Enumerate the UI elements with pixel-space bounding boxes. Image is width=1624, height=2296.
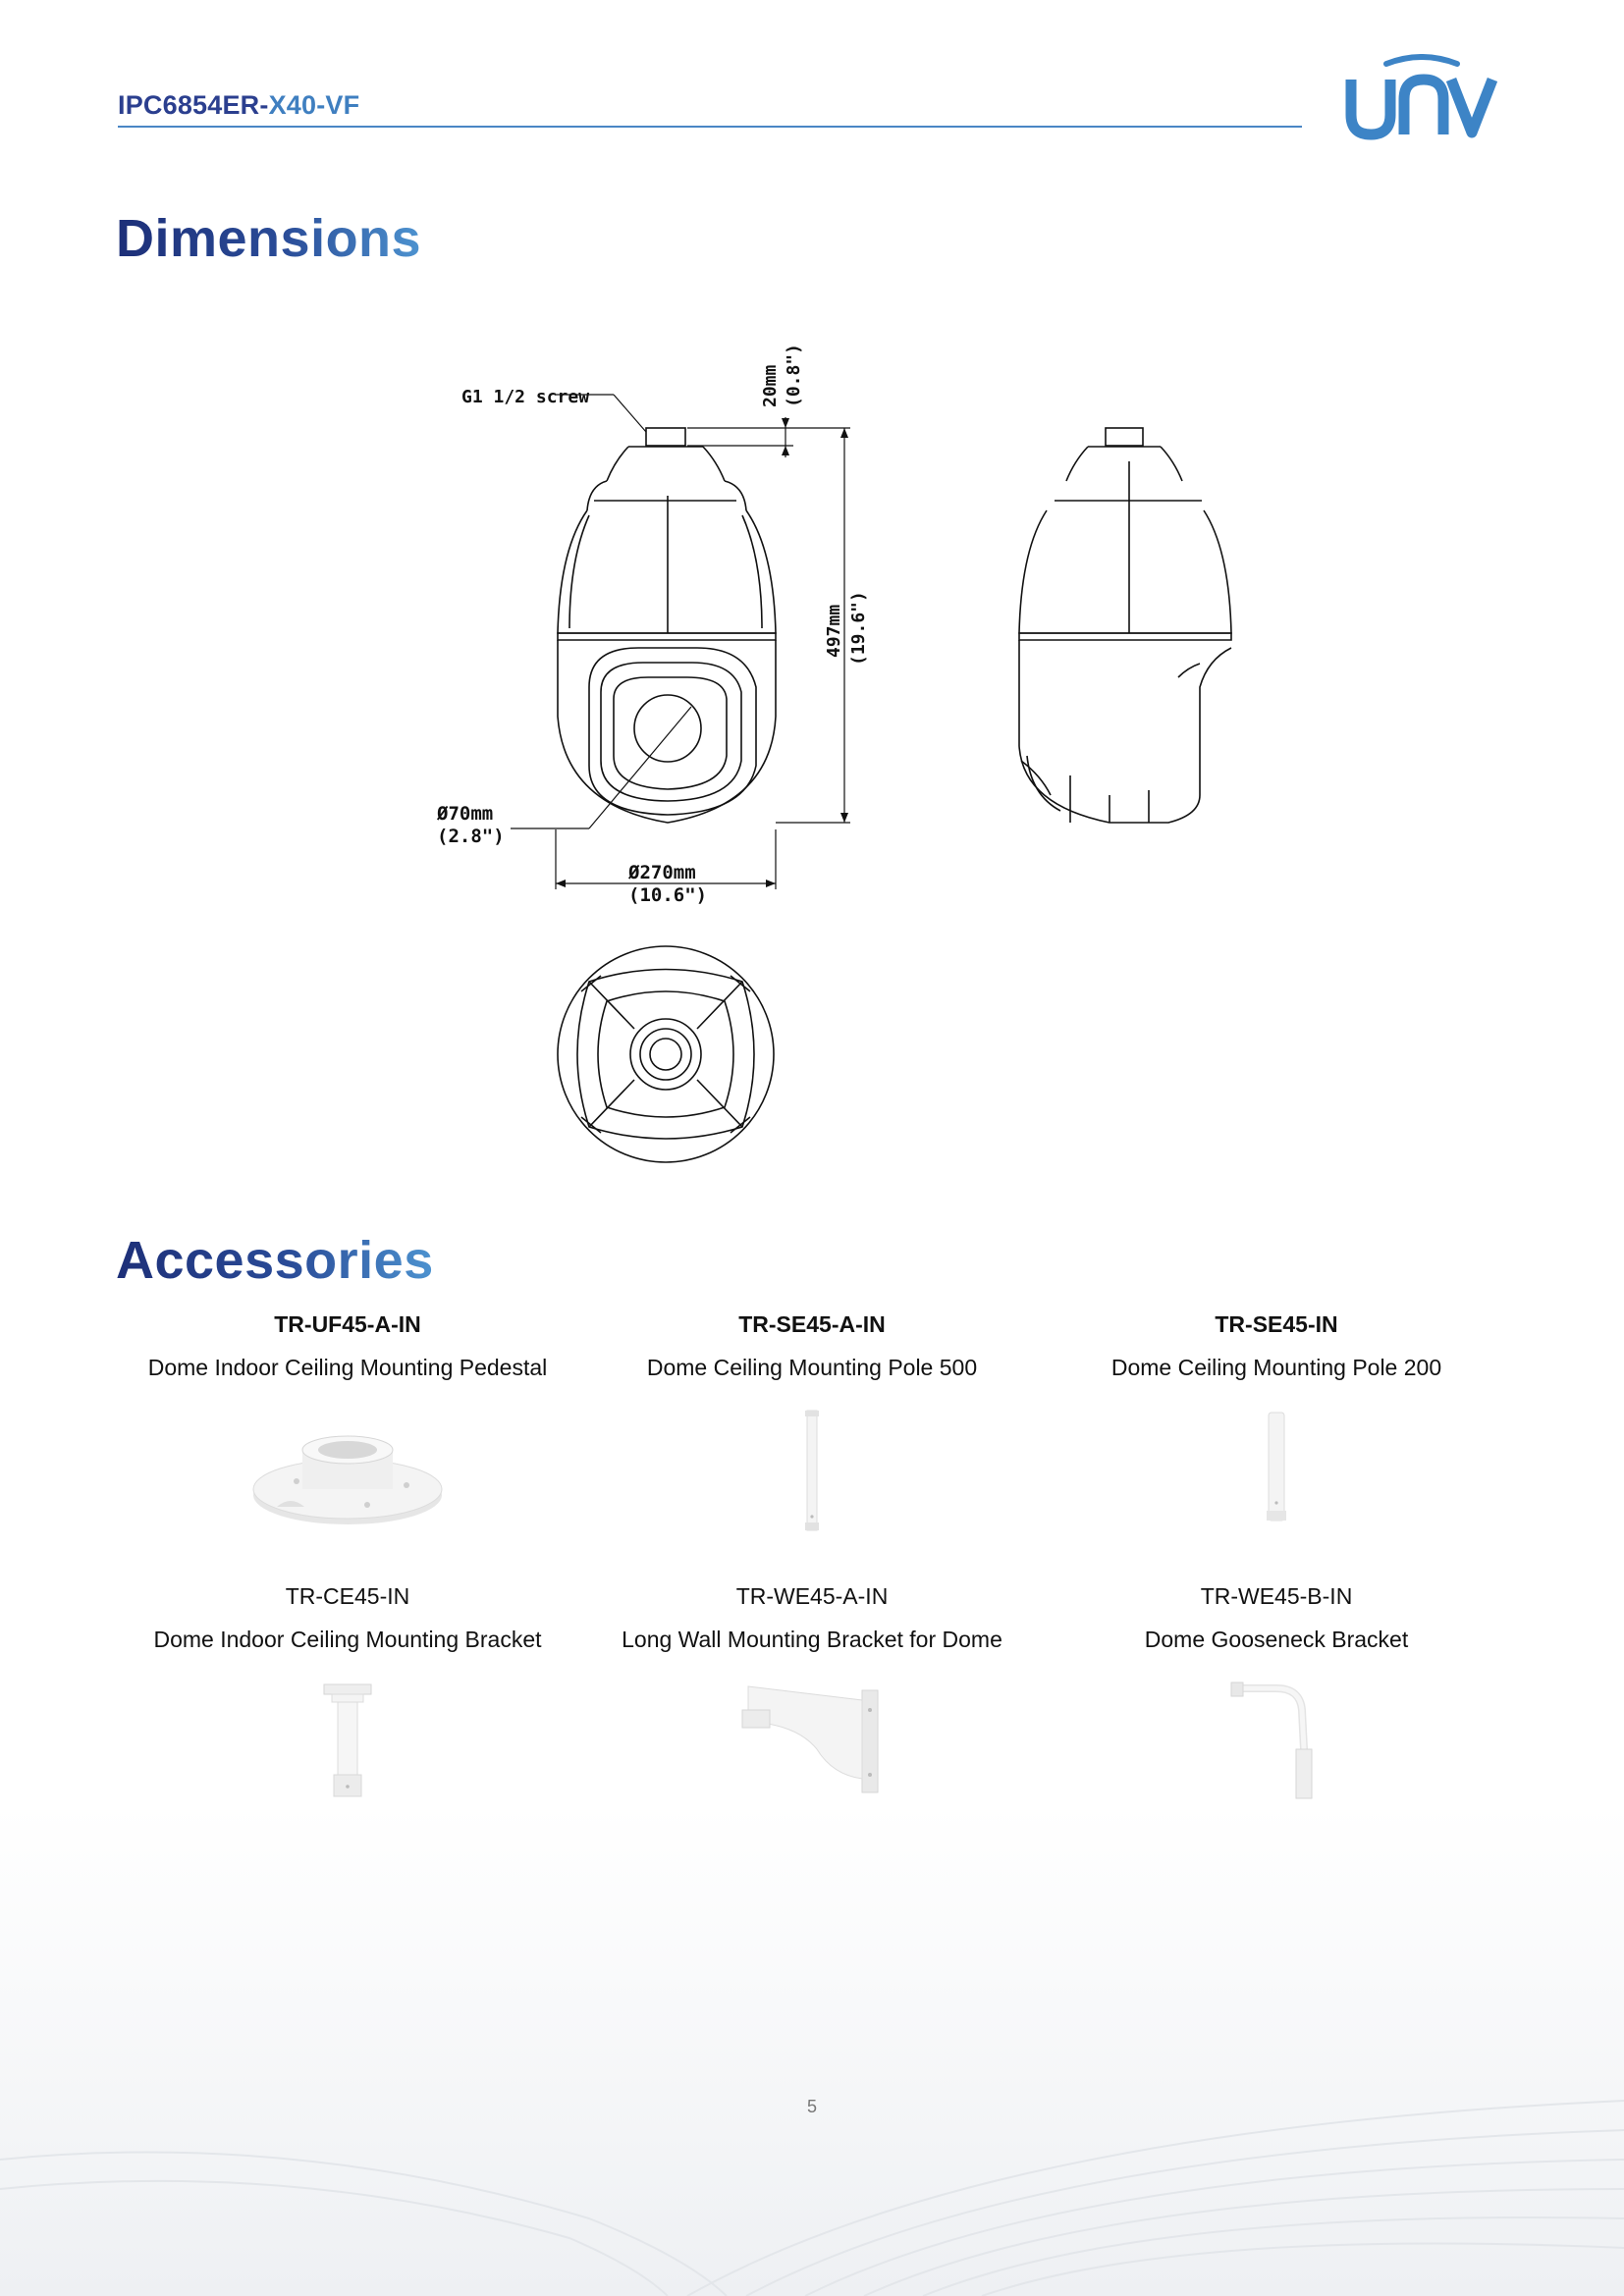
accessory-item bbox=[576, 1580, 1048, 1798]
accessory-item bbox=[112, 1308, 583, 1534]
accessory-code: TR-SE45-A-IN bbox=[738, 1311, 886, 1337]
total-height-mm: 497mm bbox=[824, 604, 844, 658]
dimensions-heading: Dimensions bbox=[116, 209, 422, 268]
accessory-item bbox=[112, 1580, 583, 1802]
long-pole-icon bbox=[797, 1409, 827, 1532]
accessory-name: Dome Ceiling Mounting Pole 500 bbox=[646, 1355, 978, 1380]
accessory-item bbox=[1041, 1308, 1512, 1524]
side-view-drawing bbox=[1011, 422, 1247, 834]
accessory-code: TR-WE45-B-IN bbox=[1200, 1583, 1353, 1609]
accessory-name: Dome Gooseneck Bracket bbox=[1144, 1627, 1409, 1652]
lens-diameter-mm: Ø70mm bbox=[437, 803, 494, 825]
model-number bbox=[118, 90, 359, 121]
accessory-name: Dome Ceiling Mounting Pole 200 bbox=[1110, 1355, 1442, 1380]
wall-bracket-icon bbox=[738, 1681, 886, 1798]
lens-diameter-in: (2.8") bbox=[437, 826, 505, 847]
accessory-code: TR-SE45-IN bbox=[1215, 1311, 1338, 1337]
accessory-name: Long Wall Mounting Bracket for Dome bbox=[622, 1627, 1002, 1652]
accessory-name: Dome Indoor Ceiling Mounting Bracket bbox=[153, 1627, 542, 1652]
accessory-code: TR-CE45-IN bbox=[285, 1583, 410, 1609]
screw-label: G1 1/2 screw bbox=[461, 387, 590, 407]
front-view-drawing bbox=[412, 334, 923, 923]
accessory-code: TR-WE45-A-IN bbox=[735, 1583, 889, 1609]
ceiling-bracket-icon bbox=[318, 1681, 377, 1802]
accessory-name: Dome Indoor Ceiling Mounting Pedestal bbox=[147, 1355, 548, 1380]
total-height-in: (19.6") bbox=[848, 591, 869, 666]
accessory-item bbox=[576, 1308, 1048, 1532]
unv-logo-mark bbox=[1343, 54, 1500, 140]
model-number-part1: IPC6854ER- bbox=[118, 90, 269, 120]
gooseneck-bracket-icon bbox=[1227, 1681, 1326, 1802]
body-diameter-in: (10.6") bbox=[628, 884, 708, 906]
page-number: 5 bbox=[806, 2097, 817, 2116]
header-rule bbox=[118, 126, 1302, 128]
short-pole-icon bbox=[1260, 1409, 1293, 1524]
top-height-in: (0.8") bbox=[784, 343, 804, 407]
top-view-drawing bbox=[550, 942, 785, 1178]
accessory-item bbox=[1041, 1580, 1512, 1802]
top-height-mm: 20mm bbox=[760, 364, 781, 407]
footer-wave-background bbox=[0, 1806, 1624, 2296]
pedestal-icon bbox=[240, 1426, 456, 1534]
accessories-heading: Accessories bbox=[116, 1231, 434, 1290]
body-diameter-mm: Ø270mm bbox=[628, 862, 696, 883]
accessory-code: TR-UF45-A-IN bbox=[274, 1311, 421, 1337]
model-number-part2: X40-VF bbox=[268, 90, 360, 120]
unv-logo bbox=[1343, 54, 1500, 140]
